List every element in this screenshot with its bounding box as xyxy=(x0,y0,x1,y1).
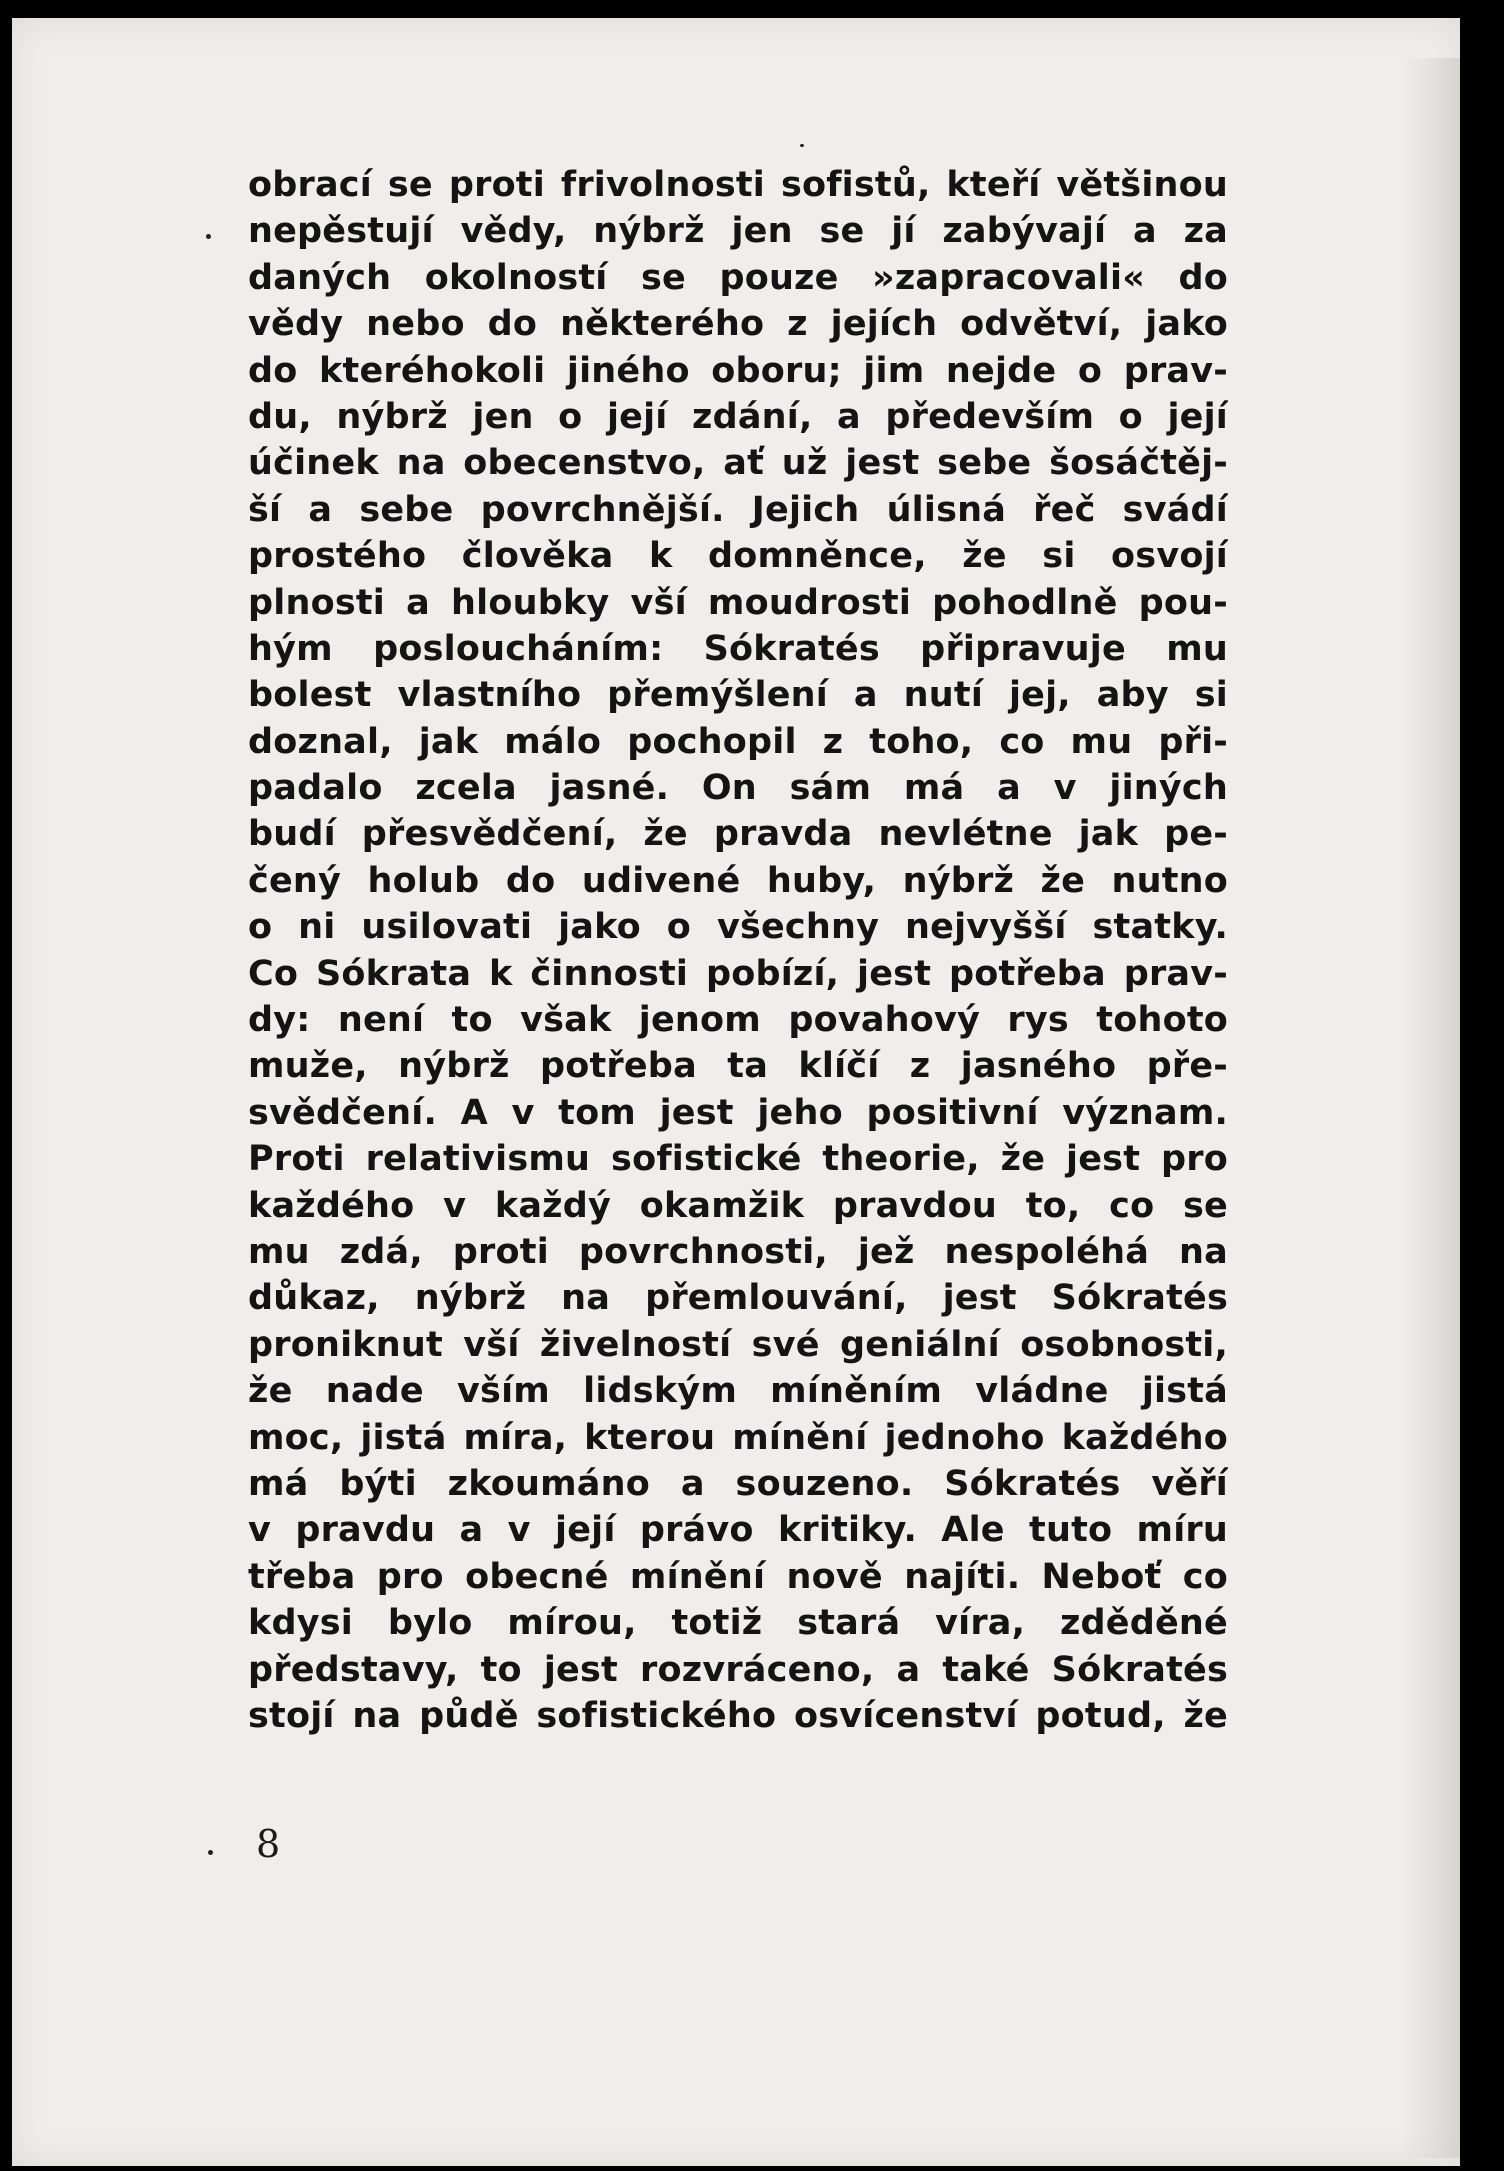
text-line: v pravdu a v její právo kritiky. Ale tuto míru xyxy=(248,1510,1228,1551)
text-line: čený holub do udivené huby, nýbrž že nutno xyxy=(248,860,1228,901)
text-line: o ni usilovati jako o všechny nejvyšší statky. xyxy=(248,907,1228,948)
text-line: představy, to jest rozvráceno, a také Sókratés xyxy=(248,1649,1228,1690)
text-line: du, nýbrž jen o její zdání, a především o její xyxy=(248,396,1228,437)
text-line: účinek na obecenstvo, ať už jest sebe šosáčtěj- xyxy=(248,443,1228,484)
text-line: stojí na půdě sofistického osvícenství potud, že xyxy=(248,1695,1228,1736)
text-line: do kteréhokoli jiného oboru; jim nejde o prav- xyxy=(248,350,1228,391)
text-line: kdysi bylo mírou, totiž stará víra, zděděné xyxy=(248,1603,1228,1644)
text-line: prostého člověka k domněnce, že si osvojí xyxy=(248,536,1228,577)
text-line: plnosti a hloubky vší moudrosti pohodlně pou- xyxy=(248,582,1228,623)
text-line: daných okolností se pouze »zapracovali« do xyxy=(248,257,1228,298)
ink-speck xyxy=(208,1850,213,1855)
text-line: budí přesvědčení, že pravda nevlétne jak pe- xyxy=(248,814,1228,855)
text-line: důkaz, nýbrž na přemlouvání, jest Sókratés xyxy=(248,1278,1228,1319)
text-line: mu zdá, proti povrchnosti, jež nespoléhá na xyxy=(248,1231,1228,1272)
text-line: Proti relativismu sofistické theorie, že jest pro xyxy=(248,1139,1228,1180)
text-line: ší a sebe povrchnější. Jejich úlisná řeč svádí xyxy=(248,489,1228,530)
text-line: nepěstují vědy, nýbrž jen se jí zabývají a za xyxy=(248,211,1228,252)
text-line: Co Sókrata k činnosti pobízí, jest potřeba prav- xyxy=(248,953,1228,994)
text-line: padalo zcela jasné. On sám má a v jiných xyxy=(248,768,1228,809)
ink-speck xyxy=(206,234,211,239)
page-number: 8 xyxy=(256,1822,281,1866)
text-line: muže, nýbrž potřeba ta klíčí z jasného pře- xyxy=(248,1046,1228,1087)
text-line: svědčení. A v tom jest jeho positivní význam. xyxy=(248,1092,1228,1133)
text-line: že nade vším lidským míněním vládne jistá xyxy=(248,1371,1228,1412)
text-line: každého v každý okamžik pravdou to, co se xyxy=(248,1185,1228,1226)
text-line: třeba pro obecné mínění nově najíti. Neboť co xyxy=(248,1556,1228,1597)
text-line: obrací se proti frivolnosti sofistů, kteří většinou xyxy=(248,165,1228,205)
text-line: vědy nebo do některého z jejích odvětví, jako xyxy=(248,304,1228,345)
text-line: má býti zkoumáno a souzeno. Sókratés věří xyxy=(248,1463,1228,1504)
text-line: bolest vlastního přemýšlení a nutí jej, aby si xyxy=(248,675,1228,716)
text-line: moc, jistá míra, kterou mínění jednoho každého xyxy=(248,1417,1228,1458)
page-edge-shadow xyxy=(1400,58,1460,2158)
text-line: proniknut vší živelností své geniální osobnosti, xyxy=(248,1324,1228,1365)
text-line: dy: není to však jenom povahový rys tohoto xyxy=(248,1000,1228,1041)
text-line: doznal, jak málo pochopil z toho, co mu při- xyxy=(248,721,1228,762)
text-line: hým posloucháním: Sókratés připravuje mu xyxy=(248,628,1228,669)
ink-speck xyxy=(800,144,804,147)
body-text xyxy=(248,162,1228,1739)
